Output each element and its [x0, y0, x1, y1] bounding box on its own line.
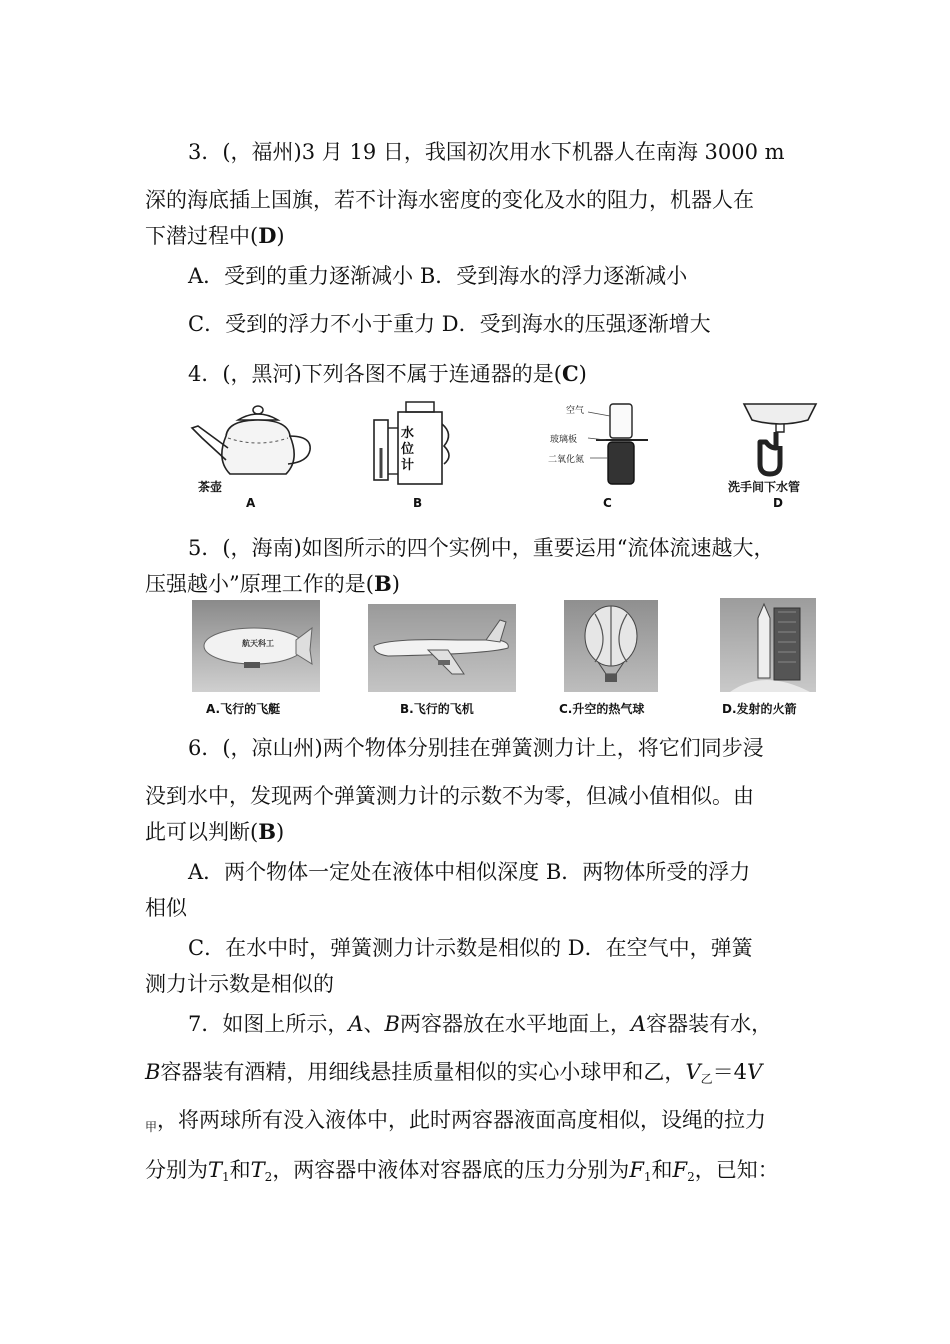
q3-line3 — [145, 222, 285, 250]
q7-var-b: B — [384, 1012, 400, 1036]
q7-var-b2: B — [145, 1060, 161, 1084]
caption-b: B.飞行的飞机 — [400, 702, 474, 716]
q7-var-f: F — [629, 1158, 644, 1182]
q7-var-f2: F — [672, 1158, 688, 1182]
q7-text-3: 容器装有水， — [646, 1012, 773, 1036]
nitrogen-dioxide-label: 二氧化氮 — [548, 455, 585, 465]
q6-paren: ) — [275, 820, 285, 844]
q5-answer: B — [373, 571, 392, 596]
air-label: 空气 — [566, 406, 585, 416]
teapot-figure — [188, 398, 318, 488]
q6-options-cd-cont: 测力计示数是相似的 — [145, 972, 334, 996]
q7-sub-f2: 2 — [687, 1170, 695, 1184]
q7-var-a2: A — [630, 1012, 647, 1036]
gauge-label-3: 计 — [401, 458, 415, 473]
q6-options-cd: C．在水中时，弹簧测力计示数是相似的 D．在空气中，弹簧 — [188, 936, 753, 960]
q7-var-v: V — [685, 1060, 701, 1084]
q6-options-ab-cont: 相似 — [145, 896, 187, 920]
q6-stem-end: 此可以判断( — [145, 820, 259, 844]
q7-sub-t2: 2 — [264, 1170, 273, 1184]
q6-line3 — [145, 818, 284, 846]
q6-options-ab: A．两个物体一定处在液体中相似深度 B．两物体所受的浮力 — [188, 860, 751, 884]
q7-line1 — [188, 1010, 772, 1038]
q3-stem-end: 下潜过程中( — [145, 224, 259, 248]
caption-c: C.升空的热气球 — [559, 702, 645, 716]
q7-sub-f1: 1 — [643, 1170, 652, 1184]
q5-line2 — [145, 570, 400, 598]
q3-line1: 3．(，福州)3 月 19 日，我国初次用水下机器人在南海 3000 m — [188, 140, 785, 164]
q4-answer: C — [561, 361, 579, 386]
rocket-drawing — [720, 598, 816, 692]
q4-paren: ) — [578, 362, 587, 386]
q7-var-a: A — [348, 1012, 364, 1036]
caption-a: A.飞行的飞艇 — [206, 702, 281, 716]
q7-var-t2: T — [250, 1158, 265, 1182]
q6-answer: B — [258, 819, 276, 844]
q4-stem: 4．(，黑河)下列各图不属于连通器的是( — [188, 362, 562, 386]
rocket-photo — [720, 598, 816, 692]
q7-var-t: T — [208, 1158, 223, 1182]
q5-line1: 5．(，海南)如图所示的四个实例中，重要运用“流体流速越大， — [188, 536, 775, 560]
q5-paren: ) — [391, 572, 400, 596]
q7-text-2: 两容器放在水平地面上， — [399, 1012, 631, 1036]
q7-text-5: ，将两球所有没入液体中，此时两容器液面高度相似，设绳的拉力 — [157, 1108, 767, 1132]
q6-line2: 没到水中，发现两个弹簧测力计的示数不为零，但减小值相似。由 — [145, 784, 754, 808]
q3-answer: D — [258, 223, 277, 248]
sink-drain-figure — [740, 398, 820, 478]
airplane-drawing — [368, 604, 516, 692]
q7-sub-jia: 甲 — [145, 1120, 158, 1134]
q7-var-v2: V — [747, 1060, 763, 1084]
q7-intro: 7．如图上所示， — [188, 1012, 349, 1036]
q7-sub-t1: 1 — [222, 1170, 230, 1184]
balloon-drawing — [564, 600, 658, 692]
drain-caption: 洗手间下水管 — [728, 480, 801, 494]
blimp-text: 航天科工 — [242, 639, 274, 648]
gauge-label-1: 水 — [401, 426, 415, 441]
q6-line1: 6．(，凉山州)两个物体分别挂在弹簧测力计上，将它们同步浸 — [188, 736, 764, 760]
q7-line2 — [145, 1058, 762, 1093]
q3-paren: ) — [276, 224, 285, 248]
q7-text-6: 分别为 — [145, 1158, 208, 1182]
fig-b-letter: B — [413, 496, 423, 510]
gauge-label-2: 位 — [401, 442, 415, 457]
q7-sep: 、 — [363, 1012, 385, 1036]
teapot-caption: 茶壶 — [198, 480, 223, 494]
q7-text-7: ，两容器中液体对容器底的压力分别为 — [272, 1158, 630, 1182]
q3-line2: 深的海底插上国旗，若不计海水密度的变化及水的阻力，机器人在 — [145, 188, 754, 212]
q7-and-2: 和 — [651, 1158, 673, 1182]
fig-c-letter: C — [603, 496, 612, 510]
blimp-photo — [192, 600, 320, 692]
fig-a-letter: A — [246, 496, 256, 510]
q7-line4 — [145, 1156, 779, 1191]
gas-bottles-figure — [580, 398, 660, 492]
q3-options-ab: A．受到的重力逐渐减小 B．受到海水的浮力逐渐减小 — [188, 264, 688, 288]
fig-d-letter: D — [773, 496, 783, 510]
glass-plate-label: 玻璃板 — [550, 435, 578, 445]
balloon-photo — [564, 600, 658, 692]
q7-text-4: 容器装有酒精，用细线悬挂质量相似的实心小球甲和乙， — [160, 1060, 686, 1084]
q5-stem-end: 压强越小”原理工作的是( — [145, 572, 374, 596]
q7-sub-yi: 乙 — [700, 1072, 713, 1086]
q7-and-1: 和 — [229, 1158, 251, 1182]
q7-text-8: ，已知： — [694, 1158, 779, 1182]
caption-d: D.发射的火箭 — [722, 702, 797, 716]
q7-line3 — [145, 1106, 766, 1141]
airplane-photo — [368, 604, 516, 692]
q4-line1 — [188, 360, 587, 388]
q7-eq: ＝4 — [712, 1060, 747, 1084]
q3-options-cd: C．受到的浮力不小于重力 D．受到海水的压强逐渐增大 — [188, 312, 711, 336]
